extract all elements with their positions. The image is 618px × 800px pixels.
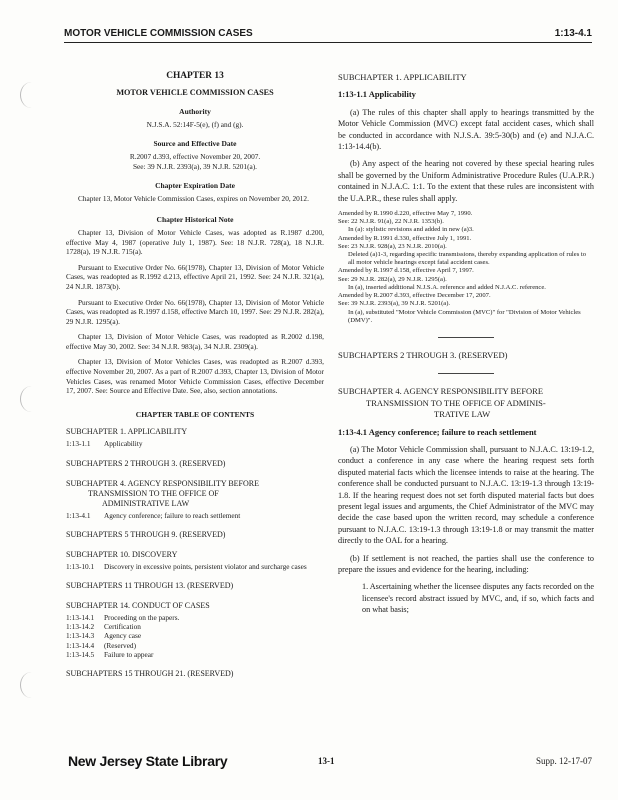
history-line: In (a): stylistic revisions and added in new (a)3. xyxy=(348,226,474,234)
authority-text: N.J.S.A. 52:14F-5(e), (f) and (g). xyxy=(146,119,244,129)
history-note: Pursuant to Executive Order No. 66(1978), Chapter 13, Division of Motor Vehicle Cases, was readopted as R.1997 d.158, effective March 10, 1997. See: 29 N.J.R. 282(a), 29 N.J.R. 1295(a). xyxy=(66,297,324,326)
toc-subchapter: SUBCHAPTER 10. DISCOVERY xyxy=(66,549,178,559)
authority-label: Authority xyxy=(179,107,211,117)
binder-hole xyxy=(20,386,43,412)
history-note: Chapter 13, Division of Motor Vehicles Cases, was readopted as R.2007 d.393, effective November 20, 2007. As a part of R.2007 d.393, Chapter 13, Division of Motor Vehicles Cases, was renamed Motor Vehicle Commission Cases, effective December 17, 2007. See: Source and Effective Date. See, also, section annotations. xyxy=(66,357,324,396)
history-line: In (a), substituted "Motor Vehicle Commission (MVC)" for "Division of Motor Vehicles (DMV)". xyxy=(348,308,581,324)
toc-subchapter: SUBCHAPTERS 11 THROUGH 13. (RESERVED) xyxy=(66,581,234,591)
history-line: In (a), inserted additional N.J.S.A. reference and added N.J.A.C. reference. xyxy=(348,283,546,291)
history-label: Chapter Historical Note xyxy=(156,215,234,225)
toc-subchapter: SUBCHAPTER 14. CONDUCT OF CASES xyxy=(66,601,210,611)
toc-subchapter: SUBCHAPTERS 5 THROUGH 9. (RESERVED) xyxy=(66,529,226,539)
header-title: MOTOR VEHICLE COMMISSION CASES xyxy=(64,28,253,39)
history-line: Deleted (a)1-3, regarding specific transmissions, thereby expanding application of rules to all motor vehicle hearings except fatal accident cases. xyxy=(348,251,587,267)
history-line: Amended by R.1991 d.330, effective July 1, 1991. xyxy=(338,234,472,242)
history-note: Chapter 13, Division of Motor Vehicle Cases, was readopted as R.2002 d.198, effective May 30, 2002. See: 34 N.J.R. 983(a), 34 N.J.R. 2309(a). xyxy=(66,332,324,351)
header-section: 1:13-4.1 xyxy=(554,28,592,39)
paragraph: (b) If settlement is not reached, the parties shall use the conference to prepare the issues and evidence for the hearing, including: xyxy=(338,553,594,574)
toc-subchapter: SUBCHAPTERS 15 THROUGH 21. (RESERVED) xyxy=(66,669,234,679)
source-text: See: 39 N.J.R. 2393(a), 39 N.J.R. 5201(a). xyxy=(132,161,258,171)
paragraph: (a) The rules of this chapter shall apply to hearings transmitted by the Motor Vehicle Commission (MVC) except fatal accident cases, which shall be conducted in accordance with N.J.S.A. 39:5-30(b) and (e) and N.J.A.C. 1:13-14.4(b). xyxy=(338,107,594,152)
toc-entry: 1:13-1.1 Applicability xyxy=(66,439,143,449)
history-line: See: 39 N.J.R. 2393(a), 39 N.J.R. 5201(a). xyxy=(338,300,451,308)
divider xyxy=(438,337,494,338)
right-column xyxy=(338,66,594,622)
toc-entry: 1:13-14.1 Proceeding on the papers. xyxy=(66,613,180,623)
supplement-date: Supp. 12-17-07 xyxy=(536,756,592,766)
expiration-text: Chapter 13, Motor Vehicle Commission Cases, expires on November 20, 2012. xyxy=(78,193,309,203)
chapter-number: CHAPTER 13 xyxy=(166,71,224,81)
toc-subchapter: SUBCHAPTERS 2 THROUGH 3. (RESERVED) xyxy=(66,458,226,468)
paragraph: 1. Ascertaining whether the licensee disputes any facts recorded on the licensee's record abstract issued by MVC, and, if so, which facts and on what basis; xyxy=(362,582,594,615)
section-heading: 1:13-4.1 Agency conference; failure to reach settlement xyxy=(338,426,537,437)
history-note: Chapter 13, Division of Motor Vehicle Cases, was adopted as R.1987 d.200, effective May 4, 1987 (operative July 1, 1987). See: 18 N.J.R. 728(a), 18 N.J.R. 1728(a), 19 N.J.R. 715(a). xyxy=(66,227,324,257)
paragraph: (a) The Motor Vehicle Commission shall, pursuant to N.J.A.C. 13:19-1.2, conduct a conference in any case where the hearing request sets forth disputed material facts which the licensee intends to raise at the hearing. The conference shall be conducted pursuant to N.J.A.C. 13:19-1.3 through 13:19-1.8. If the hearing request does not set forth disputed material facts but does present legal issues and arguments, the Chief Administrator of the MVC may decide the case based upon the written record, may schedule a conference pursuant to N.J.A.C. 13:19-1.3 through 13:19-1.8 or may transmit the matter directly to the OAL for a hearing. xyxy=(338,444,594,546)
chapter-title: MOTOR VEHICLE COMMISSION CASES xyxy=(116,87,274,97)
left-column xyxy=(66,66,324,681)
divider xyxy=(438,373,494,374)
subchapter-heading: SUBCHAPTER 4. AGENCY RESPONSIBILITY BEFORE TRANSMISSION TO THE OFFICE OF ADMINIS- TRATIVE LAW xyxy=(338,386,546,420)
subchapter-heading: SUBCHAPTER 1. APPLICABILITY xyxy=(338,72,467,82)
section-history xyxy=(338,210,594,325)
toc-entry: 1:13-14.5 Failure to appear xyxy=(66,649,154,659)
toc-subchapter: SUBCHAPTER 4. AGENCY RESPONSIBILITY BEFORE TRANSMISSION TO THE OFFICE OF ADMINISTRATIVE LAW xyxy=(66,478,259,508)
history-line: See: 29 N.J.R. 282(a), 29 N.J.R. 1295(a). xyxy=(338,275,447,283)
history-line: Amended by R.2007 d.393, effective December 17, 2007. xyxy=(338,292,491,300)
history-note: Pursuant to Executive Order No. 66(1978), Chapter 13, Division of Motor Vehicle Cases, was readopted as R.1992 d.213, effective April 21, 1992. See: 24 N.J.R. 321(a), 24 N.J.R. 1873(b). xyxy=(66,262,324,291)
source-label: Source and Effective Date xyxy=(153,139,237,149)
library-watermark: New Jersey State Library xyxy=(68,753,228,769)
toc-entry: 1:13-10.1 Discovery in excessive points, persistent violator and surcharge cases xyxy=(66,561,307,571)
history-line: Amended by R.1990 d.220, effective May 7, 1990. xyxy=(338,210,473,218)
history-line: See: 23 N.J.R. 928(a), 23 N.J.R. 2010(a). xyxy=(338,242,447,250)
history-line: See: 22 N.J.R. 91(a), 22 N.J.R. 1353(b). xyxy=(338,218,444,226)
source-text: R.2007 d.393, effective November 20, 2007. xyxy=(129,151,261,161)
toc-entry: 1:13-4.1 Agency conference; failure to reach settlement xyxy=(66,510,241,520)
binder-hole xyxy=(20,82,43,108)
page-number: 13-1 xyxy=(318,756,335,766)
subchapter-heading: SUBCHAPTERS 2 THROUGH 3. (RESERVED) xyxy=(338,349,508,360)
history-line: Amended by R.1997 d.158, effective April 7, 1997. xyxy=(338,267,474,275)
expiration-label: Chapter Expiration Date xyxy=(155,181,235,191)
toc-entry: 1:13-14.3 Agency case xyxy=(66,631,142,641)
section-heading: 1:13-1.1 Applicability xyxy=(338,89,416,100)
toc-heading: CHAPTER TABLE OF CONTENTS xyxy=(135,409,255,419)
binder-hole xyxy=(20,672,43,698)
toc-entry: 1:13-14.4 (Reserved) xyxy=(66,640,137,650)
running-header xyxy=(64,26,592,43)
paragraph: (b) Any aspect of the hearing not covered by these special hearing rules shall be governed by the Uniform Administrative Procedure Rules (U.A.P.R.) contained in N.J.A.C. 1:1. To the extent that these rules are inconsistent with the U.A.P.R., these rules shall apply. xyxy=(338,159,594,203)
toc-subchapter: SUBCHAPTER 1. APPLICABILITY xyxy=(66,427,188,437)
toc-entry: 1:13-14.2 Certification xyxy=(66,622,141,632)
